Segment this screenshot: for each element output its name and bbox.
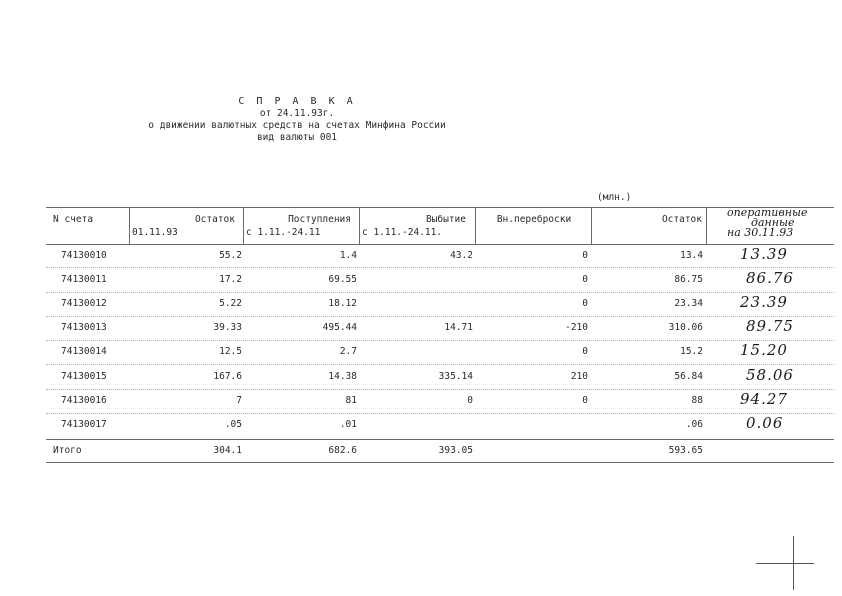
handwritten-value: 58.06 (746, 366, 794, 384)
total-disposal: 393.05 (438, 445, 473, 456)
cell-opening: .05 (224, 419, 242, 430)
total-bottom-rule (46, 462, 834, 463)
total-opening: 304.1 (213, 445, 242, 456)
cell-account: 74130015 (61, 371, 107, 382)
handwritten-value: 0.06 (746, 414, 784, 432)
handwritten-header-line: данные (751, 216, 795, 229)
row-rule (46, 340, 834, 341)
cell-receipts: 1.4 (339, 250, 357, 261)
cell-disposal: 335.14 (438, 371, 473, 382)
cell-opening: 7 (236, 395, 242, 406)
column-separator (243, 208, 244, 244)
cell-closing: 15.2 (680, 346, 703, 357)
row-rule (46, 316, 834, 317)
cell-opening: 55.2 (219, 250, 242, 261)
column-separator (591, 208, 592, 244)
handwritten-value: 15.20 (740, 341, 788, 359)
cell-account: 74130010 (61, 250, 107, 261)
cell-account: 74130017 (61, 419, 107, 430)
header-transfers: Вн.переброски (496, 214, 572, 225)
cell-receipts: 2.7 (339, 346, 357, 357)
cell-disposal: 43.2 (450, 250, 473, 261)
registration-mark (793, 536, 794, 590)
cell-closing: 88 (691, 395, 703, 406)
header-disposal-period: с 1.11.-24.11. (362, 227, 443, 238)
cell-transfers: 0 (582, 250, 588, 261)
cell-receipts: 18.12 (328, 298, 357, 309)
column-separator (706, 208, 707, 244)
handwritten-value: 13.39 (740, 245, 788, 263)
cell-receipts: .01 (339, 419, 357, 430)
cell-account: 74130016 (61, 395, 107, 406)
row-rule (46, 364, 834, 365)
column-separator (475, 208, 476, 244)
cell-disposal: 14.71 (444, 322, 473, 333)
cell-receipts: 14.38 (328, 371, 357, 382)
cell-receipts: 69.55 (328, 274, 357, 285)
total-label: Итого (53, 445, 82, 456)
cell-opening: 17.2 (219, 274, 242, 285)
cell-transfers: 0 (582, 346, 588, 357)
document-subject: о движении валютных средств на счетах Минфина России (148, 120, 446, 131)
header-opening-date: 01.11.93 (132, 227, 178, 238)
table-top-rule (46, 207, 834, 208)
handwritten-value: 86.76 (746, 269, 794, 287)
cell-closing: 23.34 (674, 298, 703, 309)
cell-disposal: 0 (467, 395, 473, 406)
cell-account: 74130012 (61, 298, 107, 309)
cell-transfers: 210 (570, 371, 588, 382)
currency-type: вид валюты 001 (256, 132, 338, 143)
cell-closing: 310.06 (668, 322, 703, 333)
handwritten-value: 23.39 (740, 293, 788, 311)
total-closing: 593.65 (668, 445, 703, 456)
cell-transfers: 0 (582, 395, 588, 406)
cell-closing: 56.84 (674, 371, 703, 382)
handwritten-value: 89.75 (746, 317, 794, 335)
header-opening: Остаток (194, 214, 235, 225)
row-rule (46, 267, 834, 268)
cell-opening: 167.6 (213, 371, 242, 382)
cell-closing: 13.4 (680, 250, 703, 261)
cell-opening: 12.5 (219, 346, 242, 357)
handwritten-header-line: оперативные (727, 206, 808, 219)
row-rule (46, 413, 834, 414)
cell-opening: 5.22 (219, 298, 242, 309)
total-top-rule (46, 439, 834, 440)
row-rule (46, 389, 834, 390)
cell-transfers: 0 (582, 274, 588, 285)
cell-receipts: 495.44 (322, 322, 357, 333)
cell-closing: .06 (685, 419, 703, 430)
cell-transfers: -210 (565, 322, 588, 333)
cell-opening: 39.33 (213, 322, 242, 333)
document-date: от 24.11.93г. (259, 108, 335, 119)
column-separator (129, 208, 130, 244)
header-account: N счета (53, 214, 94, 225)
cell-transfers: 0 (582, 298, 588, 309)
handwritten-header-line: на 30.11.93 (727, 226, 794, 239)
header-receipts-period: с 1.11.-24.11 (246, 227, 321, 238)
total-receipts: 682.6 (328, 445, 357, 456)
units-label: (млн.) (597, 192, 632, 203)
header-receipts: Поступления (288, 214, 351, 225)
cell-account: 74130011 (61, 274, 107, 285)
header-closing: Остаток (661, 214, 702, 225)
cell-receipts: 81 (345, 395, 357, 406)
column-separator (359, 208, 360, 244)
cell-account: 74130013 (61, 322, 107, 333)
document-title: С П Р А В К А (238, 96, 356, 107)
cell-closing: 86.75 (674, 274, 703, 285)
row-rule (46, 292, 834, 293)
cell-account: 74130014 (61, 346, 107, 357)
header-handwritten-note (727, 208, 839, 238)
header-bottom-rule (46, 244, 834, 245)
header-disposal: Выбытие (425, 214, 466, 225)
handwritten-value: 94.27 (740, 390, 788, 408)
registration-mark (756, 563, 814, 564)
